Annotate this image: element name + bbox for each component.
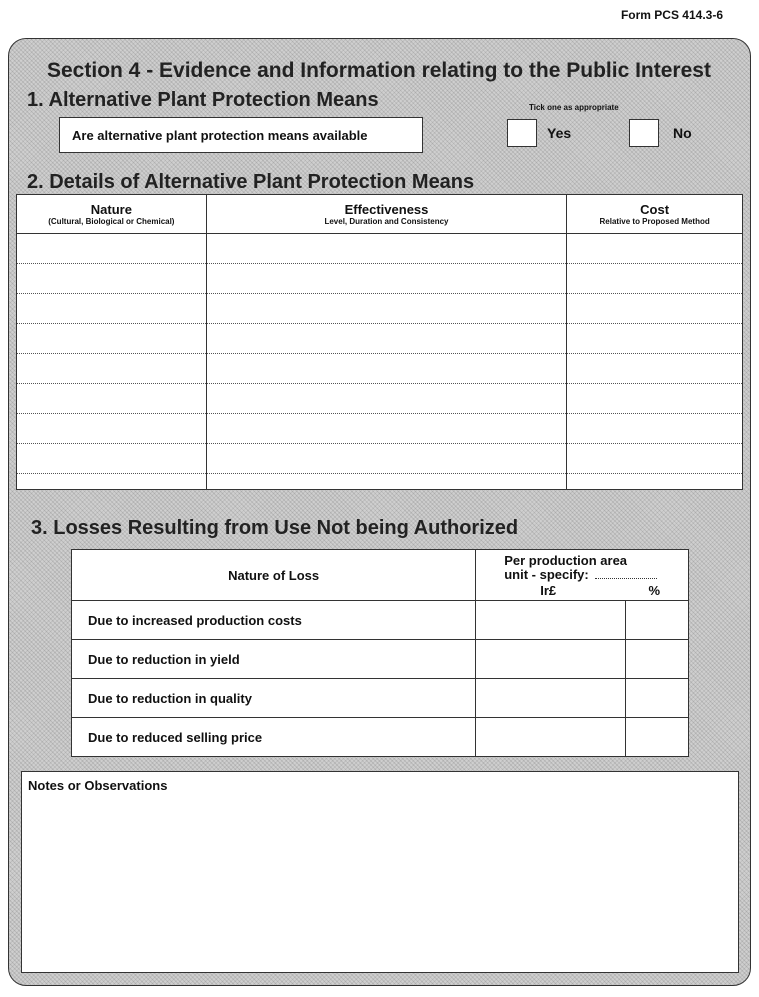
cost-cell[interactable] xyxy=(567,384,743,414)
cost-cell[interactable] xyxy=(567,324,743,354)
loss-label: Due to reduced selling price xyxy=(72,718,476,757)
form-panel xyxy=(8,38,751,986)
effectiveness-cell[interactable] xyxy=(206,444,567,474)
table-row[interactable] xyxy=(17,474,743,490)
no-checkbox[interactable] xyxy=(629,119,659,147)
table-row[interactable] xyxy=(17,264,743,294)
section-title: Section 4 - Evidence and Information relating to the Public Interest xyxy=(47,59,711,82)
effectiveness-cell[interactable] xyxy=(206,234,567,264)
table-row xyxy=(72,601,689,640)
form-number: Form PCS 414.3-6 xyxy=(620,8,723,22)
question-text: Are alternative plant protection means available xyxy=(72,127,368,143)
table-row[interactable] xyxy=(17,354,743,384)
effectiveness-cell[interactable] xyxy=(206,414,567,444)
part1-heading: 1. Alternative Plant Protection Means xyxy=(27,89,379,111)
effectiveness-cell[interactable] xyxy=(206,294,567,324)
table-row[interactable] xyxy=(17,234,743,264)
alternatives-question xyxy=(59,117,423,153)
col-nature-header: Nature (Cultural, Biological or Chemical) xyxy=(17,195,207,234)
effectiveness-cell[interactable] xyxy=(206,384,567,414)
percent-header: % xyxy=(648,583,660,598)
effectiveness-cell[interactable] xyxy=(206,354,567,384)
table-row xyxy=(72,679,689,718)
nature-cell[interactable] xyxy=(17,234,207,264)
notes-label: Notes or Observations xyxy=(28,778,168,793)
alternatives-table xyxy=(16,194,743,490)
nature-cell[interactable] xyxy=(17,354,207,384)
currency-cell[interactable] xyxy=(476,679,626,718)
currency-cell[interactable] xyxy=(476,718,626,757)
table-row xyxy=(72,640,689,679)
nature-cell[interactable] xyxy=(17,474,207,490)
part3-heading: 3. Losses Resulting from Use Not being Authorized xyxy=(31,517,519,539)
cost-cell[interactable] xyxy=(567,354,743,384)
effectiveness-cell[interactable] xyxy=(206,324,567,354)
loss-label: Due to reduction in yield xyxy=(72,640,476,679)
cost-cell[interactable] xyxy=(567,234,743,264)
yes-checkbox[interactable] xyxy=(507,119,537,147)
percent-cell[interactable] xyxy=(626,718,689,757)
loss-label: Due to reduction in quality xyxy=(72,679,476,718)
table-row[interactable] xyxy=(17,384,743,414)
no-label: No xyxy=(673,125,692,141)
nature-cell[interactable] xyxy=(17,324,207,354)
nature-cell[interactable] xyxy=(17,294,207,324)
col-cost-header: Cost Relative to Proposed Method xyxy=(567,195,743,234)
cost-cell[interactable] xyxy=(567,444,743,474)
col-per-area-header xyxy=(476,550,689,601)
table-row[interactable] xyxy=(17,414,743,444)
table-row[interactable] xyxy=(17,444,743,474)
per-area-line2: unit - specify: xyxy=(504,568,688,582)
table-row xyxy=(72,718,689,757)
table-row[interactable] xyxy=(17,294,743,324)
currency-header: Ir£ xyxy=(540,583,557,598)
cost-cell[interactable] xyxy=(567,294,743,324)
unit-specify-field[interactable] xyxy=(595,578,657,579)
tick-hint: Tick one as appropriate xyxy=(529,103,619,112)
effectiveness-cell[interactable] xyxy=(206,264,567,294)
cost-cell[interactable] xyxy=(567,414,743,444)
col-nature-of-loss-header: Nature of Loss xyxy=(72,550,476,601)
percent-cell[interactable] xyxy=(626,640,689,679)
nature-cell[interactable] xyxy=(17,444,207,474)
nature-cell[interactable] xyxy=(17,414,207,444)
effectiveness-cell[interactable] xyxy=(206,474,567,490)
losses-table xyxy=(71,549,689,757)
currency-cell[interactable] xyxy=(476,601,626,640)
loss-label: Due to increased production costs xyxy=(72,601,476,640)
nature-cell[interactable] xyxy=(17,264,207,294)
cost-cell[interactable] xyxy=(567,264,743,294)
nature-cell[interactable] xyxy=(17,384,207,414)
col-effectiveness-header: Effectiveness Level, Duration and Consistency xyxy=(206,195,567,234)
cost-cell[interactable] xyxy=(567,474,743,490)
percent-cell[interactable] xyxy=(626,601,689,640)
percent-cell[interactable] xyxy=(626,679,689,718)
per-area-line1: Per production area xyxy=(504,553,628,568)
part2-heading: 2. Details of Alternative Plant Protection Means xyxy=(27,171,475,193)
table-row[interactable] xyxy=(17,324,743,354)
currency-cell[interactable] xyxy=(476,640,626,679)
notes-box[interactable] xyxy=(21,771,739,973)
yes-label: Yes xyxy=(547,125,572,141)
